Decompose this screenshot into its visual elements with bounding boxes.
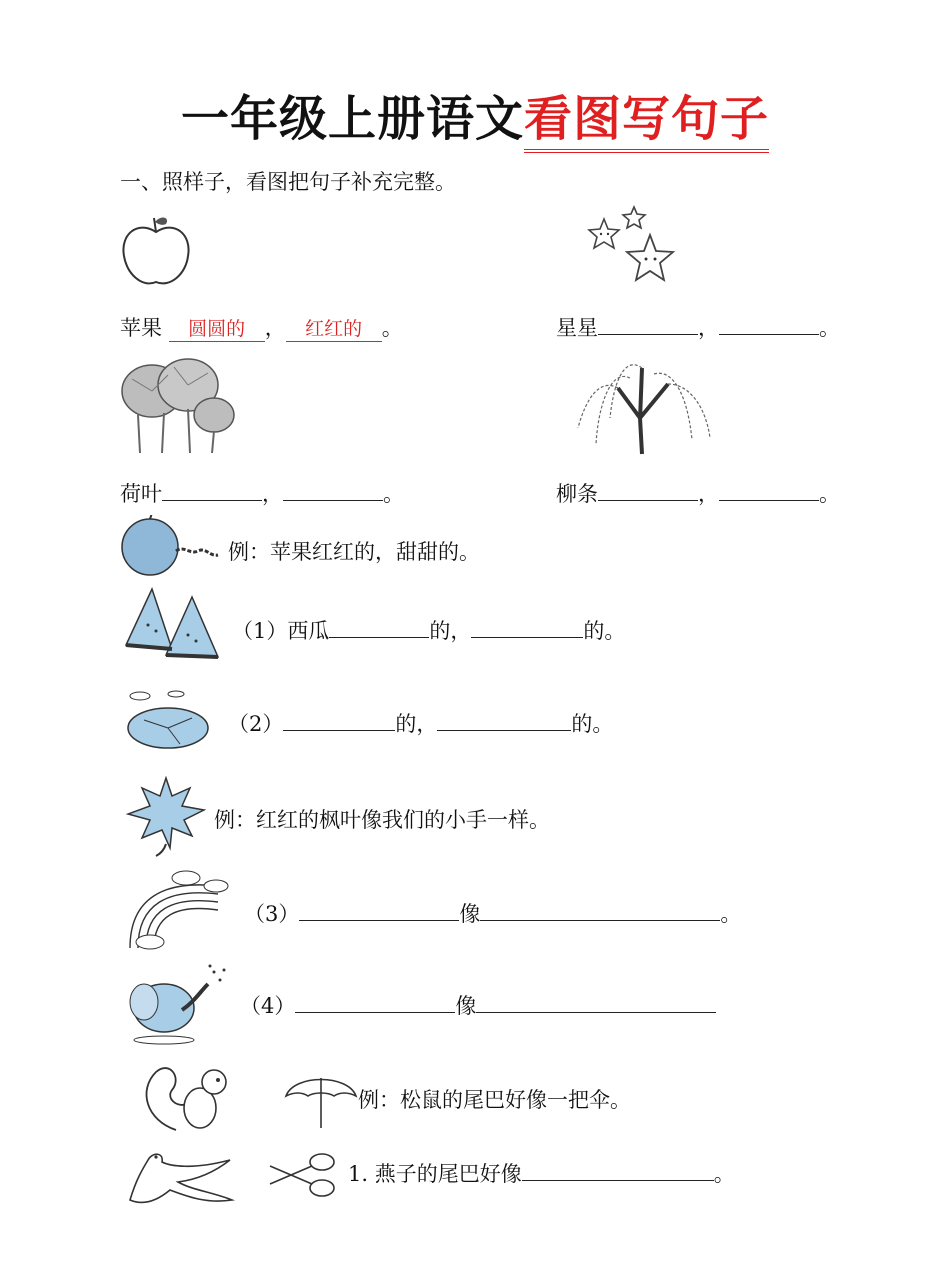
q5-text: 1. 燕子的尾巴好像: [348, 1162, 522, 1186]
q2-blank-1[interactable]: [283, 712, 395, 731]
q3-blank-1[interactable]: [299, 902, 459, 921]
q4-xiang: 像: [455, 994, 477, 1018]
q3-number: （3）: [244, 902, 300, 926]
apple-label: 苹果: [120, 316, 162, 340]
apple-sentence: [120, 312, 403, 342]
willow-tree-icon: [570, 348, 718, 456]
apple-worm-icon: [118, 515, 224, 577]
star-blank-2[interactable]: [719, 316, 819, 335]
question-3: [244, 898, 741, 928]
willow-label: 柳条: [556, 482, 598, 506]
watermelon-icon: [122, 585, 226, 665]
star-end: 。: [819, 316, 840, 340]
star-sep: ，: [698, 316, 719, 340]
apple-answer-2[interactable]: 红红的: [286, 314, 382, 342]
q5-blank[interactable]: [522, 1162, 714, 1181]
question-4: [240, 990, 716, 1020]
lotus-end: 。: [383, 482, 404, 506]
willow-end: 。: [819, 482, 840, 506]
scissors-icon: [266, 1150, 346, 1200]
section-heading: 一、照样子，看图把句子补充完整。: [120, 170, 456, 194]
willow-blank-2[interactable]: [719, 482, 819, 501]
q3-blank-2[interactable]: [480, 902, 720, 921]
stars-icon: [580, 205, 680, 297]
maple-leaf-icon: [120, 774, 212, 858]
star-blank-1[interactable]: [598, 316, 698, 335]
q2-de-2: 的。: [571, 712, 614, 736]
willow-sentence: [556, 478, 840, 508]
swallow-icon: [122, 1140, 236, 1214]
apple-sep: ，: [264, 316, 286, 340]
q1-subject: 西瓜: [287, 619, 330, 643]
star-label: 星星: [556, 316, 598, 340]
star-sentence: [556, 312, 840, 342]
q4-number: （4）: [240, 994, 296, 1018]
example-3: 例：松鼠的尾巴好像一把伞。: [358, 1088, 631, 1112]
q2-de-1: 的，: [395, 712, 438, 736]
lotus-blank-2[interactable]: [283, 482, 383, 501]
q2-blank-2[interactable]: [437, 712, 571, 731]
q1-blank-2[interactable]: [471, 619, 583, 638]
lotus-sentence: [120, 478, 404, 508]
q1-blank-1[interactable]: [329, 619, 429, 638]
example-2: 例：红红的枫叶像我们的小手一样。: [214, 808, 550, 832]
lotus-sep: ，: [262, 482, 283, 506]
apple-end: 。: [381, 316, 403, 340]
umbrella-icon: [284, 1072, 358, 1130]
elephant-icon: [124, 962, 230, 1046]
q5-end: 。: [713, 1162, 735, 1186]
question-1: [232, 615, 625, 645]
apple-answer-1[interactable]: 圆圆的: [169, 314, 265, 342]
lotus-pond-icon: [124, 686, 216, 756]
example-1: 例：苹果红红的，甜甜的。: [228, 540, 480, 564]
q4-blank-2[interactable]: [476, 994, 716, 1013]
page-title: [0, 80, 950, 149]
rainbow-icon: [124, 868, 234, 952]
title-main: 一年级上册语文: [180, 91, 524, 147]
squirrel-icon: [136, 1060, 240, 1136]
willow-sep: ，: [698, 482, 719, 506]
question-5: [348, 1158, 735, 1188]
lotus-leaf-icon: [118, 355, 236, 455]
q1-number: （1）: [232, 619, 288, 643]
apple-icon: [118, 212, 194, 288]
q1-de-2: 的。: [583, 619, 626, 643]
lotus-blank-1[interactable]: [162, 482, 262, 501]
q1-de-1: 的，: [429, 619, 472, 643]
q2-number: （2）: [228, 712, 284, 736]
q3-end: 。: [720, 902, 742, 926]
willow-blank-1[interactable]: [598, 482, 698, 501]
q4-blank-1[interactable]: [295, 994, 455, 1013]
q3-xiang: 像: [459, 902, 481, 926]
question-2: [228, 708, 613, 738]
lotus-label: 荷叶: [120, 482, 162, 506]
title-highlight: 看图写句子: [524, 91, 769, 153]
